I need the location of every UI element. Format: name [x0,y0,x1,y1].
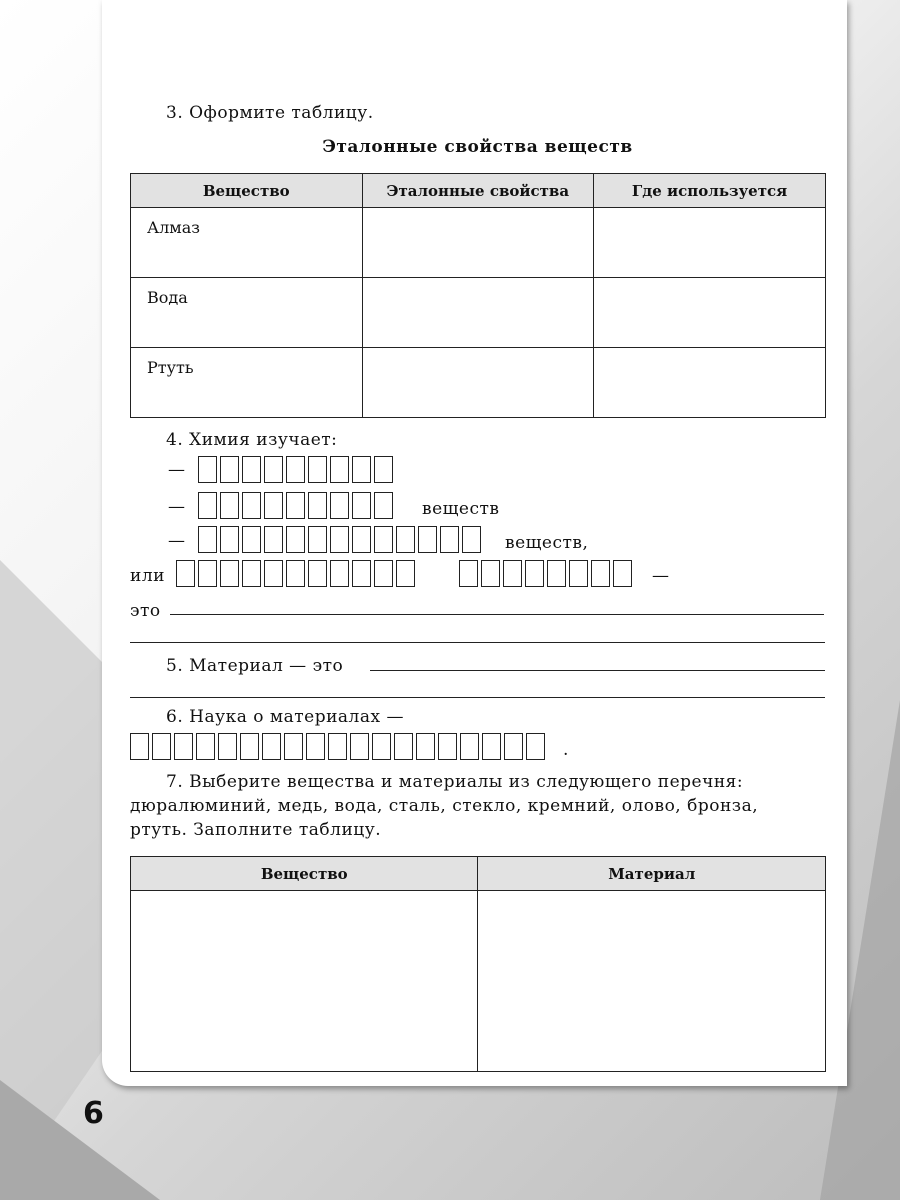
letter-box[interactable] [196,733,215,760]
header-substance: Вещество [131,174,363,208]
answer-cell[interactable] [362,348,594,418]
task3-prompt: 3. Оформите таблицу. [166,103,374,123]
header-substance: Вещество [131,857,478,891]
answer-line[interactable] [130,642,825,643]
letter-box[interactable] [374,492,393,519]
letter-box[interactable] [308,492,327,519]
table-row [131,208,826,278]
answer-line[interactable] [130,697,825,698]
letter-box[interactable] [352,492,371,519]
period: . [563,740,569,760]
letter-box[interactable] [264,560,283,587]
letter-box[interactable] [152,733,171,760]
letter-box[interactable] [242,526,261,553]
letter-box[interactable] [526,733,545,760]
letter-box[interactable] [306,733,325,760]
letter-box[interactable] [198,526,217,553]
row-label-diamond: Алмаз [147,218,200,237]
letter-box[interactable] [286,492,305,519]
letter-boxes[interactable] [198,456,396,483]
answer-cell[interactable] [362,208,594,278]
letter-box[interactable] [462,526,481,553]
task6-prompt: 6. Наука о материалах — [166,707,404,727]
task7-table [130,856,826,1072]
header-material: Материал [478,857,826,891]
answer-cell[interactable] [594,208,826,278]
task3-table [130,173,826,418]
letter-box[interactable] [198,560,217,587]
dash: — [168,531,186,551]
letter-box[interactable] [374,456,393,483]
letter-box[interactable] [242,492,261,519]
letter-box[interactable] [547,560,566,587]
header-usage: Где используется [594,174,826,208]
letter-box[interactable] [350,733,369,760]
task7-line2: дюралюминий, медь, вода, сталь, стекло, кремний, олово, бронза, [130,796,759,816]
letter-box[interactable] [569,560,588,587]
letter-box[interactable] [330,492,349,519]
answer-cell[interactable] [594,348,826,418]
letter-box[interactable] [352,456,371,483]
letter-box[interactable] [481,560,500,587]
letter-box[interactable] [459,560,478,587]
letter-box[interactable] [330,560,349,587]
prefix-text: или [130,566,165,586]
letter-box[interactable] [220,526,239,553]
letter-boxes[interactable] [176,560,418,587]
header-properties: Эталонные свойства [362,174,594,208]
task7-line1: 7. Выберите вещества и материалы из следующего перечня: [166,772,744,792]
letter-box[interactable] [242,456,261,483]
letter-box[interactable] [440,526,459,553]
letter-box[interactable] [176,560,195,587]
page-number: 6 [83,1096,104,1131]
letter-box[interactable] [264,492,283,519]
letter-box[interactable] [264,526,283,553]
row-label-mercury: Ртуть [147,358,194,377]
dash: — [168,460,186,480]
letter-boxes[interactable] [459,560,635,587]
letter-box[interactable] [372,733,391,760]
answer-cell[interactable] [478,891,826,1072]
letter-box[interactable] [220,456,239,483]
letter-box[interactable] [174,733,193,760]
letter-box[interactable] [503,560,522,587]
letter-box[interactable] [352,526,371,553]
letter-box[interactable] [504,733,523,760]
letter-box[interactable] [308,560,327,587]
letter-box[interactable] [613,560,632,587]
letter-boxes[interactable] [198,526,484,553]
letter-box[interactable] [262,733,281,760]
answer-line[interactable] [170,614,824,615]
letter-box[interactable] [198,492,217,519]
answer-cell[interactable] [362,278,594,348]
letter-box[interactable] [242,560,261,587]
letter-box[interactable] [374,560,393,587]
letter-box[interactable] [460,733,479,760]
letter-box[interactable] [220,492,239,519]
suffix-text: веществ [422,499,500,519]
letter-box[interactable] [328,733,347,760]
letter-box[interactable] [286,456,305,483]
table-row [131,278,826,348]
letter-box[interactable] [438,733,457,760]
task4-prompt: 4. Химия изучает: [166,430,338,450]
letter-box[interactable] [218,733,237,760]
letter-boxes[interactable] [198,492,396,519]
dash: — [168,497,186,517]
letter-box[interactable] [591,560,610,587]
letter-box[interactable] [525,560,544,587]
letter-box[interactable] [286,560,305,587]
letter-box[interactable] [286,526,305,553]
table-row [131,891,826,1072]
letter-box[interactable] [482,733,501,760]
letter-box[interactable] [284,733,303,760]
suffix-text: веществ, [505,533,589,553]
letter-box[interactable] [394,733,413,760]
letter-box[interactable] [330,456,349,483]
table-row [131,348,826,418]
row-label-water: Вода [147,288,188,307]
letter-box[interactable] [396,526,415,553]
task5-prompt: 5. Материал — это [166,656,344,676]
letter-box[interactable] [418,526,437,553]
letter-box[interactable] [240,733,259,760]
answer-cell[interactable] [594,278,826,348]
letter-box[interactable] [220,560,239,587]
prefix-text: это [130,601,161,621]
letter-box[interactable] [308,456,327,483]
letter-box[interactable] [396,560,415,587]
letter-box[interactable] [374,526,393,553]
answer-line[interactable] [370,670,825,671]
letter-box[interactable] [330,526,349,553]
letter-box[interactable] [130,733,149,760]
dash: — [652,566,670,586]
letter-box[interactable] [198,456,217,483]
letter-boxes[interactable] [130,733,548,760]
answer-cell[interactable] [131,891,478,1072]
letter-box[interactable] [416,733,435,760]
letter-box[interactable] [264,456,283,483]
letter-box[interactable] [352,560,371,587]
letter-box[interactable] [308,526,327,553]
task7-line3: ртуть. Заполните таблицу. [130,820,382,840]
task3-table-title: Эталонные свойства веществ [322,137,633,157]
